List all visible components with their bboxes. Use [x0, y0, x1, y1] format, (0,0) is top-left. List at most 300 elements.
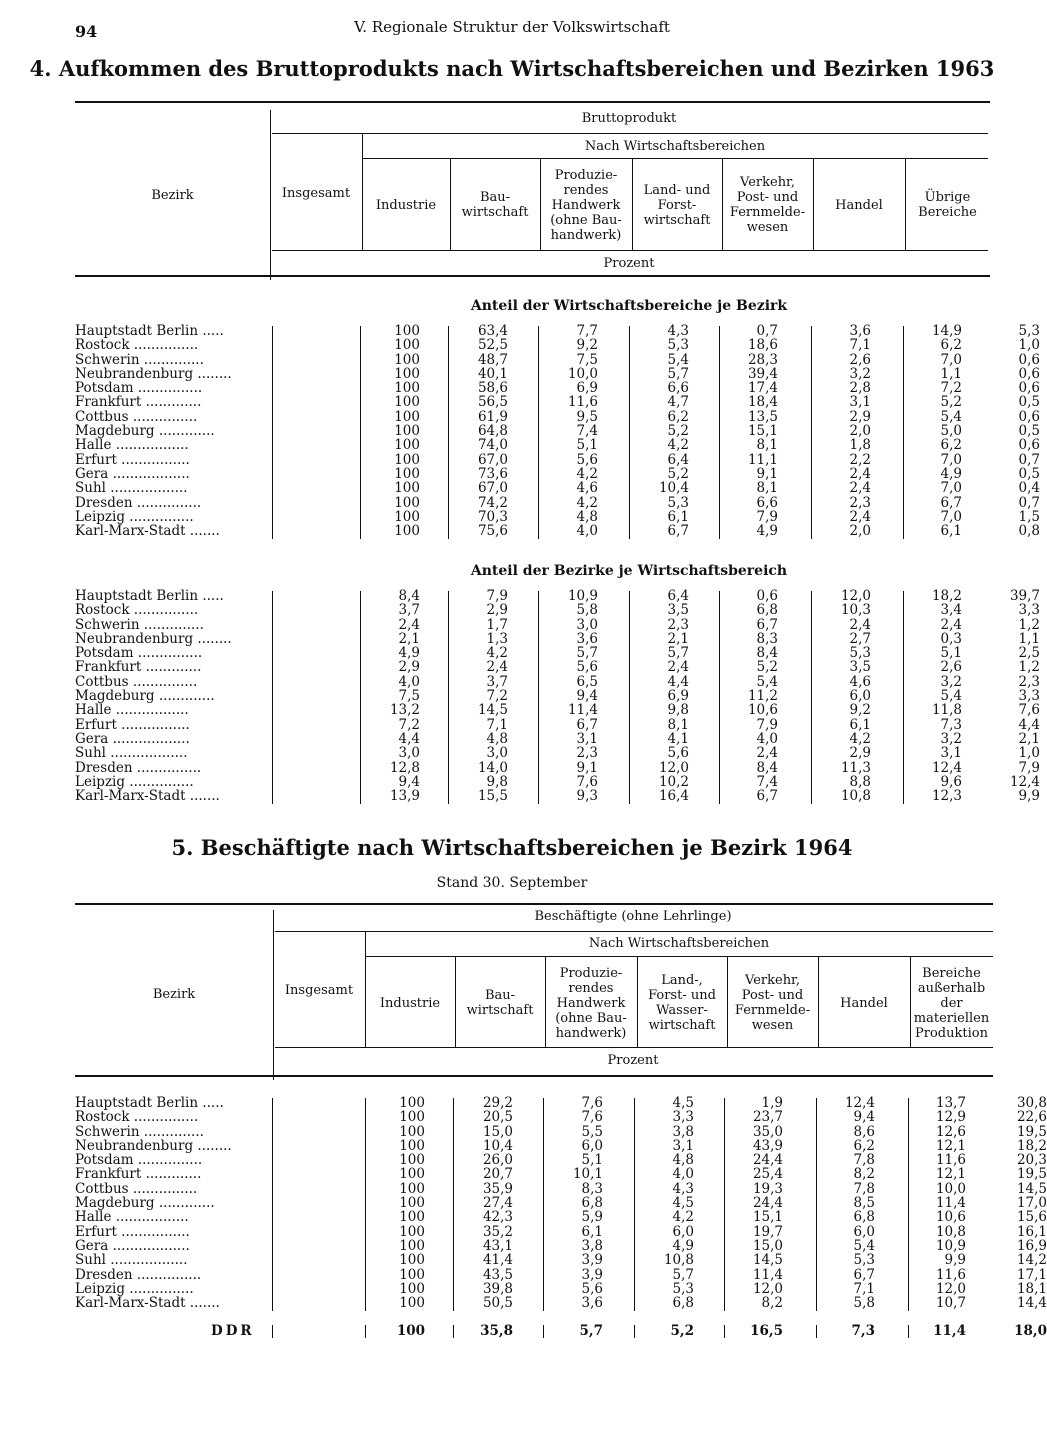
value-cell: 9,4	[853, 1109, 875, 1126]
bottom-rule	[75, 275, 990, 277]
value-cell: 7,9	[756, 716, 778, 733]
bezirk-label: Halle .................	[75, 437, 189, 454]
value-cell: 3,9	[581, 1252, 603, 1269]
value-cell: 8,1	[756, 437, 778, 454]
value-cell: 6,7	[756, 788, 778, 805]
value-cell: 16,4	[658, 788, 689, 805]
value-cell: 100	[399, 1266, 425, 1283]
value-cell: 8,4	[398, 588, 420, 604]
value-cell: 52,5	[477, 337, 508, 354]
value-cell: 3,8	[581, 1237, 603, 1254]
value-cell: 18,2	[931, 588, 962, 604]
value-cell: 1,1	[1018, 630, 1040, 647]
column-separator	[908, 1098, 909, 1311]
column-separator	[360, 591, 361, 804]
value-cell: 3,6	[576, 630, 598, 647]
bezirk-label: Dresden ...............	[75, 759, 202, 776]
value-cell: 9,8	[667, 702, 689, 719]
value-cell: 2,1	[667, 630, 689, 647]
value-cell: 6,0	[849, 688, 871, 705]
value-cell: 100	[399, 1095, 425, 1111]
bezirk-label: Potsdam ...............	[75, 380, 203, 397]
bottom-rule	[75, 1075, 993, 1077]
bezirk-label: Erfurt ................	[75, 716, 190, 733]
bezirk-label: Magdeburg .............	[75, 688, 215, 705]
value-cell: 7,9	[486, 588, 508, 604]
bezirk-head: Bezirk	[151, 187, 194, 203]
value-cell: 30,8	[1016, 1095, 1047, 1111]
value-cell: 12,0	[752, 1280, 783, 1297]
value-cell: 5,2	[756, 659, 778, 676]
value-cell: 4,6	[849, 673, 871, 690]
bezirk-label: Dresden ...............	[75, 494, 202, 511]
value-cell: 17,4	[747, 380, 778, 397]
bezirk-label: Erfurt ................	[75, 451, 190, 468]
value-cell: 2,6	[849, 351, 871, 368]
bezirk-label: Potsdam ...............	[75, 645, 203, 662]
column-divider	[727, 956, 728, 1048]
value-cell: 7,9	[756, 508, 778, 525]
value-cell: 2,4	[940, 616, 962, 633]
value-cell: 2,2	[849, 451, 871, 468]
value-cell: 6,5	[576, 673, 598, 690]
column-head: Produzie- rendes Handwerk (ohne Bau- handwerk)	[555, 965, 627, 1041]
value-cell: 8,8	[849, 773, 871, 790]
value-cell: 13,5	[747, 408, 778, 425]
value-cell: 10,8	[840, 788, 871, 805]
value-cell: 14,5	[477, 702, 508, 719]
value-cell: 12,4	[1009, 773, 1040, 790]
value-cell: 100	[394, 394, 420, 411]
value-cell: 2,9	[398, 659, 420, 676]
column-separator	[719, 326, 720, 539]
value-cell: 75,6	[477, 523, 508, 540]
column-separator	[543, 1325, 544, 1338]
value-cell: 10,0	[935, 1180, 966, 1197]
value-cell: 4,2	[849, 730, 871, 747]
value-cell: 5,1	[581, 1152, 603, 1169]
bezirk-label: Dresden ...............	[75, 1266, 202, 1283]
value-cell: 25,4	[752, 1166, 783, 1183]
value-cell: 5,2	[940, 394, 962, 411]
value-cell: 6,0	[581, 1137, 603, 1154]
value-cell: 11,2	[747, 688, 778, 705]
value-cell: 6,1	[581, 1223, 603, 1240]
value-cell: 2,3	[1018, 673, 1040, 690]
value-cell: 64,8	[477, 423, 508, 440]
bezirk-label: Gera ..................	[75, 465, 190, 482]
value-cell: 2,8	[849, 380, 871, 397]
value-cell: 0,5	[1018, 465, 1040, 482]
value-cell: 7,2	[398, 716, 420, 733]
value-cell: 12,1	[935, 1166, 966, 1183]
value-cell: 1,2	[1018, 659, 1040, 676]
value-cell: 43,1	[482, 1237, 513, 1254]
value-cell: 2,4	[849, 508, 871, 525]
value-cell: 7,6	[581, 1109, 603, 1126]
column-divider	[540, 158, 541, 250]
group-head: Beschäftigte (ohne Lehrlinge)	[534, 908, 732, 924]
value-cell: 35,2	[482, 1223, 513, 1240]
running-title: V. Regionale Struktur der Volkswirtschaft	[354, 18, 670, 36]
column-divider	[365, 932, 366, 960]
value-cell: 3,0	[486, 745, 508, 762]
value-cell: 10,1	[572, 1166, 603, 1183]
value-cell: 8,6	[853, 1123, 875, 1140]
unit-head: Prozent	[607, 1052, 659, 1068]
value-cell: 5,7	[576, 645, 598, 662]
bezirk-label: Hauptstadt Berlin .....	[75, 588, 224, 604]
value-cell: 3,1	[576, 730, 598, 747]
value-cell: 100	[399, 1223, 425, 1240]
value-cell: 2,9	[849, 408, 871, 425]
bezirk-label: Cottbus ...............	[75, 1180, 198, 1197]
value-cell: 12,9	[935, 1109, 966, 1126]
column-head: Land-, Forst- und Wasser- wirtschaft	[648, 973, 716, 1033]
value-cell: 0,7	[1018, 451, 1040, 468]
bezirk-label: Erfurt ................	[75, 1223, 190, 1240]
column-separator	[272, 326, 273, 539]
column-divider	[632, 158, 633, 250]
value-cell: 6,1	[849, 716, 871, 733]
column-separator	[629, 591, 630, 804]
value-cell: 18,1	[1016, 1280, 1047, 1297]
value-cell: 18,6	[747, 337, 778, 354]
value-cell: 10,2	[658, 773, 689, 790]
value-cell: 1,8	[849, 437, 871, 454]
value-cell: 7,0	[940, 351, 962, 368]
value-cell: 3,3	[1018, 688, 1040, 705]
value-cell: 67,0	[477, 451, 508, 468]
value-cell: 3,1	[672, 1137, 694, 1154]
value-cell: 7,8	[853, 1152, 875, 1169]
value-cell: 7,0	[940, 508, 962, 525]
column-divider	[365, 956, 366, 1048]
value-cell: 2,3	[667, 616, 689, 633]
value-cell: 4,4	[398, 730, 420, 747]
value-cell: 15,1	[747, 423, 778, 440]
ddr-label: DDR	[211, 1323, 255, 1339]
value-cell: 3,6	[581, 1295, 603, 1312]
value-cell: 100	[399, 1123, 425, 1140]
total-value: 7,3	[851, 1323, 875, 1339]
unit-head: Prozent	[603, 255, 655, 271]
column-head: Übrige Bereiche	[918, 190, 977, 220]
bezirk-label: Magdeburg .............	[75, 423, 215, 440]
value-cell: 0,6	[1018, 380, 1040, 397]
value-cell: 5,9	[581, 1209, 603, 1226]
value-cell: 43,9	[752, 1137, 783, 1154]
bezirk-label: Hauptstadt Berlin .....	[75, 1095, 224, 1111]
bezirk-label: Frankfurt .............	[75, 659, 202, 676]
value-cell: 100	[394, 480, 420, 497]
bezirk-label: Frankfurt .............	[75, 1166, 202, 1183]
value-cell: 6,6	[756, 494, 778, 511]
value-cell: 10,8	[663, 1252, 694, 1269]
value-cell: 100	[394, 508, 420, 525]
value-cell: 7,4	[576, 423, 598, 440]
value-cell: 1,3	[486, 630, 508, 647]
value-cell: 11,4	[935, 1195, 966, 1212]
column-divider	[722, 158, 723, 250]
value-cell: 4,1	[667, 730, 689, 747]
value-cell: 2,5	[1018, 645, 1040, 662]
value-cell: 1,9	[761, 1095, 783, 1111]
value-cell: 10,6	[747, 702, 778, 719]
page-number: 94	[75, 22, 98, 41]
value-cell: 39,7	[1009, 588, 1040, 604]
total-value: 11,4	[933, 1323, 966, 1339]
value-cell: 10,9	[567, 588, 598, 604]
column-separator	[811, 326, 812, 539]
column-head: Bau- wirtschaft	[461, 190, 529, 220]
value-cell: 6,1	[940, 523, 962, 540]
column-head: Bereiche außerhalb der materiellen Produktion	[913, 965, 990, 1041]
value-cell: 2,1	[398, 630, 420, 647]
value-cell: 11,1	[747, 451, 778, 468]
value-cell: 4,0	[398, 673, 420, 690]
column-head: Insgesamt	[281, 185, 351, 201]
value-cell: 23,7	[752, 1109, 783, 1126]
value-cell: 13,7	[935, 1095, 966, 1111]
bezirk-label: Magdeburg .............	[75, 1195, 215, 1212]
value-cell: 5,8	[853, 1295, 875, 1312]
value-cell: 4,2	[576, 465, 598, 482]
value-cell: 5,4	[667, 351, 689, 368]
bezirk-label: Suhl ..................	[75, 1252, 188, 1269]
column-divider	[450, 158, 451, 250]
value-cell: 6,7	[853, 1266, 875, 1283]
value-cell: 100	[399, 1137, 425, 1154]
value-cell: 5,6	[581, 1280, 603, 1297]
column-separator	[724, 1325, 725, 1338]
value-cell: 6,8	[581, 1195, 603, 1212]
value-cell: 10,4	[658, 480, 689, 497]
column-head: Verkehr, Post- und Fernmelde- wesen	[729, 175, 806, 235]
value-cell: 0,6	[1018, 365, 1040, 382]
value-cell: 15,0	[482, 1123, 513, 1140]
value-cell: 3,1	[849, 394, 871, 411]
value-cell: 4,5	[672, 1095, 694, 1111]
value-cell: 4,6	[576, 480, 598, 497]
value-cell: 0,6	[1018, 437, 1040, 454]
subgroup-head: Nach Wirtschaftsbereichen	[588, 935, 770, 951]
value-cell: 100	[394, 451, 420, 468]
value-cell: 11,3	[840, 759, 871, 776]
value-cell: 100	[394, 337, 420, 354]
value-cell: 74,0	[477, 437, 508, 454]
column-head: Bau- wirtschaft	[466, 988, 534, 1018]
value-cell: 9,8	[486, 773, 508, 790]
value-cell: 2,4	[849, 480, 871, 497]
value-cell: 0,6	[1018, 408, 1040, 425]
value-cell: 8,5	[853, 1195, 875, 1212]
value-cell: 3,0	[398, 745, 420, 762]
value-cell: 100	[394, 423, 420, 440]
value-cell: 6,8	[756, 602, 778, 619]
value-cell: 100	[399, 1109, 425, 1126]
value-cell: 19,5	[1016, 1166, 1047, 1183]
section-title: Anteil der Bezirke je Wirtschaftsbereich	[470, 563, 788, 579]
value-cell: 4,8	[576, 508, 598, 525]
value-cell: 7,2	[486, 688, 508, 705]
value-cell: 0,6	[1018, 351, 1040, 368]
value-cell: 6,9	[576, 380, 598, 397]
value-cell: 16,9	[1016, 1237, 1047, 1254]
bezirk-label: Karl-Marx-Stadt .......	[75, 788, 220, 805]
subgroup-head: Nach Wirtschaftsbereichen	[584, 138, 766, 154]
total-value: 5,7	[579, 1323, 603, 1339]
value-cell: 8,1	[667, 716, 689, 733]
value-cell: 74,2	[477, 494, 508, 511]
value-cell: 5,1	[576, 437, 598, 454]
value-cell: 14,5	[1016, 1180, 1047, 1197]
column-separator	[272, 591, 273, 804]
value-cell: 100	[394, 351, 420, 368]
value-cell: 2,0	[849, 523, 871, 540]
value-cell: 100	[399, 1237, 425, 1254]
bezirk-label: Rostock ...............	[75, 602, 199, 619]
value-cell: 9,3	[576, 788, 598, 805]
value-cell: 5,3	[853, 1252, 875, 1269]
column-divider	[362, 134, 363, 162]
column-separator	[538, 591, 539, 804]
value-cell: 2,4	[486, 659, 508, 676]
value-cell: 5,3	[667, 337, 689, 354]
value-cell: 13,2	[389, 702, 420, 719]
value-cell: 0,8	[1018, 523, 1040, 540]
value-cell: 6,7	[756, 616, 778, 633]
bezirk-label: Halle .................	[75, 702, 189, 719]
value-cell: 24,4	[752, 1195, 783, 1212]
value-cell: 100	[394, 523, 420, 540]
value-cell: 5,4	[756, 673, 778, 690]
value-cell: 7,6	[1018, 702, 1040, 719]
value-cell: 100	[399, 1195, 425, 1212]
group-head: Bruttoprodukt	[581, 110, 677, 126]
value-cell: 2,7	[849, 630, 871, 647]
column-head: Produzie- rendes Handwerk (ohne Bau- handwerk)	[550, 167, 622, 243]
value-cell: 5,7	[667, 645, 689, 662]
value-cell: 10,0	[567, 365, 598, 382]
value-cell: 6,2	[940, 437, 962, 454]
value-cell: 43,5	[482, 1266, 513, 1283]
column-separator	[365, 1098, 366, 1311]
value-cell: 24,4	[752, 1152, 783, 1169]
value-cell: 0,4	[1018, 480, 1040, 497]
value-cell: 2,4	[849, 616, 871, 633]
value-cell: 5,7	[672, 1266, 694, 1283]
value-cell: 28,3	[747, 351, 778, 368]
value-cell: 11,6	[935, 1266, 966, 1283]
value-cell: 58,6	[477, 380, 508, 397]
column-head: Verkehr, Post- und Fernmelde- wesen	[734, 973, 811, 1033]
value-cell: 8,1	[756, 480, 778, 497]
value-cell: 12,4	[931, 759, 962, 776]
value-cell: 3,1	[940, 745, 962, 762]
value-cell: 11,6	[567, 394, 598, 411]
value-cell: 20,3	[1016, 1152, 1047, 1169]
table4-title: 4. Aufkommen des Bruttoprodukts nach Wirtschaftsbereichen und Bezirken 1963	[29, 56, 995, 81]
value-cell: 100	[394, 365, 420, 382]
value-cell: 14,5	[752, 1252, 783, 1269]
value-cell: 7,1	[853, 1280, 875, 1297]
bezirk-label: Schwerin ..............	[75, 351, 204, 368]
column-divider	[813, 158, 814, 250]
value-cell: 5,6	[576, 659, 598, 676]
value-cell: 2,9	[849, 745, 871, 762]
value-cell: 2,0	[849, 423, 871, 440]
value-cell: 7,6	[576, 773, 598, 790]
value-cell: 6,7	[576, 716, 598, 733]
column-separator	[629, 326, 630, 539]
value-cell: 100	[399, 1295, 425, 1312]
value-cell: 5,4	[853, 1237, 875, 1254]
value-cell: 100	[399, 1152, 425, 1169]
value-cell: 73,6	[477, 465, 508, 482]
value-cell: 10,9	[935, 1237, 966, 1254]
bezirk-label: Schwerin ..............	[75, 616, 204, 633]
value-cell: 100	[399, 1252, 425, 1269]
value-cell: 3,9	[581, 1266, 603, 1283]
value-cell: 4,2	[576, 494, 598, 511]
value-cell: 4,9	[398, 645, 420, 662]
bezirk-label: Rostock ...............	[75, 337, 199, 354]
value-cell: 50,5	[482, 1295, 513, 1312]
value-cell: 16,1	[1016, 1223, 1047, 1240]
bezirk-label: Gera ..................	[75, 1237, 190, 1254]
column-head: Handel	[835, 197, 883, 213]
total-value: 35,8	[480, 1323, 513, 1339]
value-cell: 4,3	[667, 323, 689, 339]
column-head: Insgesamt	[284, 982, 354, 998]
value-cell: 15,6	[1016, 1209, 1047, 1226]
value-cell: 0,7	[1018, 494, 1040, 511]
value-cell: 0,5	[1018, 394, 1040, 411]
column-separator	[453, 1325, 454, 1338]
value-cell: 4,9	[940, 465, 962, 482]
value-cell: 12,6	[935, 1123, 966, 1140]
value-cell: 8,4	[756, 645, 778, 662]
value-cell: 2,4	[849, 465, 871, 482]
value-cell: 26,0	[482, 1152, 513, 1169]
table5-stand: Stand 30. September	[436, 875, 588, 891]
value-cell: 7,4	[756, 773, 778, 790]
value-cell: 7,1	[849, 337, 871, 354]
bezirk-label: Leipzig ...............	[75, 508, 194, 525]
value-cell: 12,0	[658, 759, 689, 776]
bezirk-label: Leipzig ...............	[75, 773, 194, 790]
value-cell: 2,4	[398, 616, 420, 633]
value-cell: 3,0	[576, 616, 598, 633]
value-cell: 5,6	[576, 451, 598, 468]
value-cell: 13,9	[389, 788, 420, 805]
value-cell: 20,5	[482, 1109, 513, 1126]
value-cell: 4,3	[672, 1180, 694, 1197]
value-cell: 12,8	[389, 759, 420, 776]
value-cell: 22,6	[1016, 1109, 1047, 1126]
bezirk-label: Frankfurt .............	[75, 394, 202, 411]
bezirk-label: Leipzig ...............	[75, 1280, 194, 1297]
value-cell: 5,3	[667, 494, 689, 511]
column-divider	[637, 956, 638, 1048]
value-cell: 100	[394, 380, 420, 397]
value-cell: 7,6	[581, 1095, 603, 1111]
value-cell: 6,6	[667, 380, 689, 397]
value-cell: 4,0	[672, 1166, 694, 1183]
column-head: Land- und Forst- wirtschaft	[643, 182, 711, 228]
column-separator	[903, 326, 904, 539]
